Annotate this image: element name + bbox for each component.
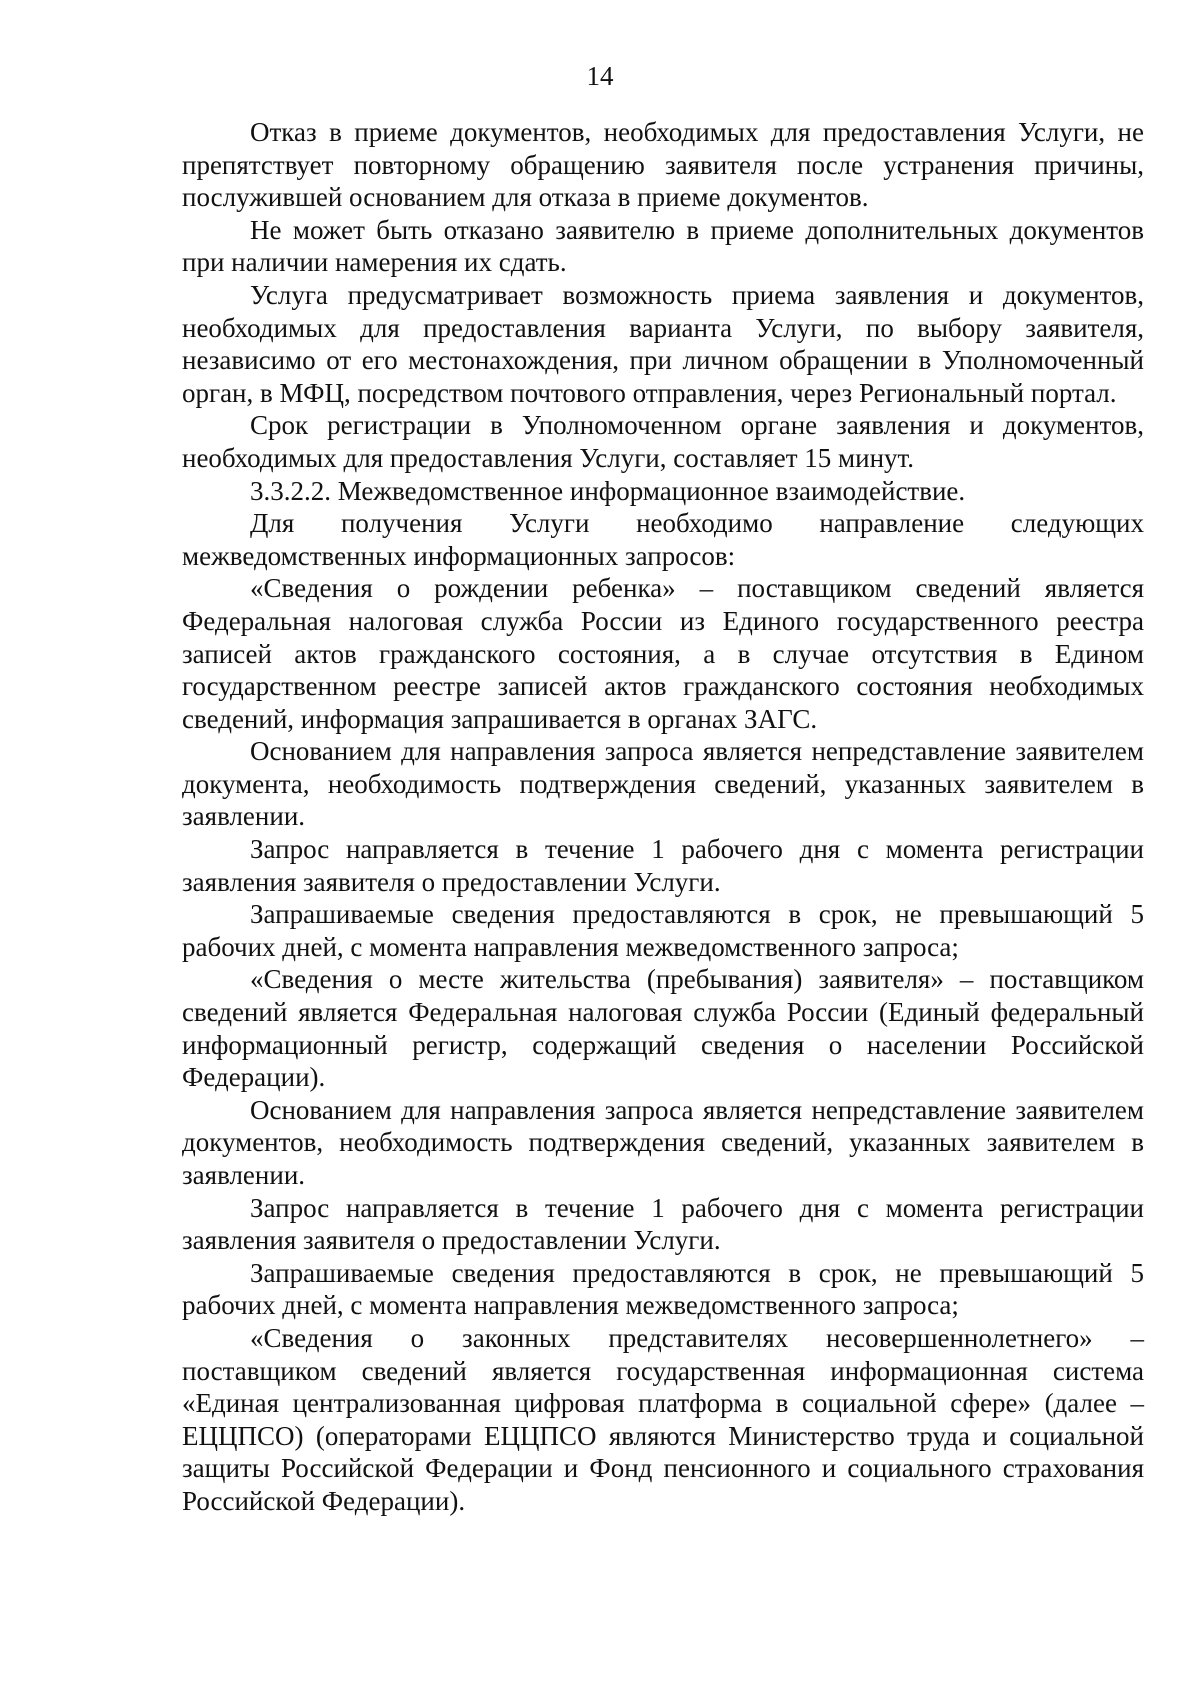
paragraph: Запрос направляется в течение 1 рабочего дня с момента регистрации заявления заявителя о предоставлении Услуги. (182, 1192, 1144, 1256)
paragraph: Основанием для направления запроса является непредставление заявителем документа, необходимость подтверждения сведений, указанных заявителем в заявлении. (182, 736, 1144, 832)
paragraph: Не может быть отказано заявителю в приеме дополнительных документов при наличии намерения их сдать. (182, 214, 1144, 278)
paragraph: Срок регистрации в Уполномоченном органе заявления и документов, необходимых для предоставления Услуги, составляет 15 минут. (182, 410, 1144, 473)
paragraph: Основанием для направления запроса является непредставление заявителем документов, необходимость подтверждения сведений, указанных заявителем в заявлении. (182, 1094, 1144, 1190)
document-body (182, 116, 1144, 1518)
paragraph: Для получения Услуги необходимо направление следующих межведомственных информационных запросов: (182, 508, 1144, 571)
paragraph: Запрос направляется в течение 1 рабочего дня с момента регистрации заявления заявителя о предоставлении Услуги. (182, 834, 1144, 897)
paragraph: Отказ в приеме документов, необходимых для предоставления Услуги, не препятствует повторному обращению заявителя после устранения причины, послужившей основанием для отказа в приеме документов. (182, 117, 1144, 213)
paragraph: Услуга предусматривает возможность приема заявления и документов, необходимых для предоставления варианта Услуги, по выбору заявителя, независимо от его местонахождения, при личном обращении в Уполномоченный орган, в МФЦ, посредством почтового отправления, через Региональный портал. (182, 279, 1144, 408)
paragraph: «Сведения о месте жительства (пребывания) заявителя» – поставщиком сведений является Федеральная налоговая служба России (Единый федеральный информационный регистр, содержащий сведения о населении Российской Федерации). (182, 964, 1144, 1093)
section-heading: 3.3.2.2. Межведомственное информационное взаимодействие. (250, 475, 966, 506)
paragraph: «Сведения о рождении ребенка» – поставщиком сведений является Федеральная налоговая служба России из Единого государственного реестра записей актов гражданского состояния, а в случае отсутствия в Едином государственном реестре записей актов гражданского состояния необходимых сведений, информация запрашивается в органах ЗАГС. (182, 573, 1144, 734)
paragraph: «Сведения о законных представителях несовершеннолетнего» – поставщиком сведений является государственная информационная система «Единая централизованная цифровая платформа в социальной сфере» (далее – ЕЦЦПСО) (операторами ЕЦЦПСО являются Министерство труда и социальной защиты Российской Федерации и Фонд пенсионного и социального страхования Российской Федерации). (182, 1322, 1144, 1516)
page-number: 14 (586, 61, 614, 91)
paragraph: Запрашиваемые сведения предоставляются в срок, не превышающий 5 рабочих дней, с момента направления межведомственного запроса; (182, 899, 1144, 962)
paragraph: Запрашиваемые сведения предоставляются в срок, не превышающий 5 рабочих дней, с момента направления межведомственного запроса; (182, 1257, 1144, 1321)
